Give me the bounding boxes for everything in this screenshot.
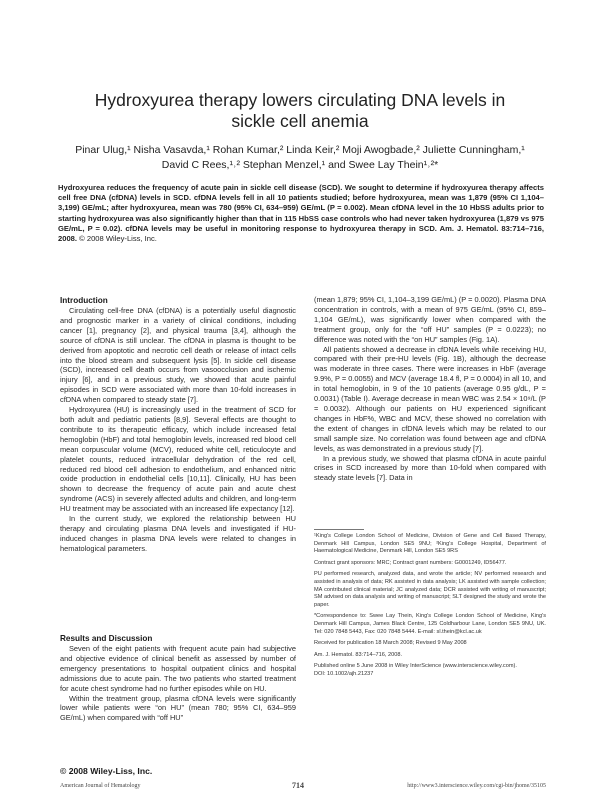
abstract-text: Hydroxyurea reduces the frequency of acute pain in sickle cell disease (SCD). We sought to determine if hydroxyurea therapy affects cell free DNA (cfDNA) levels in SCD. cfDNA levels fell in all 10 patients studied; before hydroxyurea, mean was 1,879 (95% CI 1,104–3,199) GE/mL; after hydroxyurea, mean was 780 (95% CI, 634–959) GE/mL (P = 0.002). Mean cfDNA level in the 10 HbSS adults prior to starting hydroxyurea was also significantly higher than that in 115 HbSS case controls who had never taken hydroxyurea (1,879 vs 975 GE/mL, P = 0.02). cfDNA levels may be useful in monitoring response to hydroxyurea therapy in SCD. [58,183,544,233]
author-list [40,143,560,173]
footnote-received: Received for publication 18 March 2008; Revised 9 May 2008 [314,640,467,647]
results-heading: Results and Discussion [60,634,153,643]
footnote-published: Published online 5 June 2008 in Wiley InterScience (www.interscience.wiley.com). [314,663,517,670]
article-title [60,90,540,132]
footnote-journal: Am. J. Hematol. 83:714–716, 2008. [314,651,403,658]
author-line-2: David C Rees,¹˒² Stephan Menzel,¹ and Swee Lay Thein¹˒²* [161,159,439,171]
right-paragraph-1: (mean 1,879; 95% CI, 1,104–3,199 GE/mL) (P = 0.0020). Plasma DNA concentration in controls, with a mean of 975 GE/mL (95% CI, 859–1,104 GE/mL), was significantly lower when compared with the treatment group, only for the “off HU” samples (P = 0.0223); no difference was noted with the “on HU” samples (Fig. 1A). [314,295,546,344]
results-section [60,633,296,723]
footnote-grants: Contract grant sponsors: MRC; Contract grant numbers: G0001249, ID56477. [314,559,507,566]
abstract [58,183,544,244]
introduction-heading: Introduction [60,296,108,305]
footnote-doi: DOI: 10.1002/ajh.21237 [314,670,374,677]
footnote-divider [314,529,364,530]
abstract-copyright: © 2008 Wiley-Liss, Inc. [79,234,157,244]
article-title-line-2: sickle cell anemia [231,111,369,131]
left-column [60,295,296,554]
author-line-1: Pinar Ulug,¹ Nisha Vasavda,¹ Rohan Kumar,² Linda Keir,² Moji Awogbade,² Juliette Cunningham,¹ [75,144,525,156]
results-paragraph-2: Within the treatment group, plasma cfDNA levels were significantly lower while patients were “on HU” (mean 780; 95% CI, 634–959 GE/mL) when compared with “off HU” [60,693,296,723]
right-paragraph-2: All patients showed a decrease in cfDNA levels while receiving HU, compared with their pre-HU levels (Fig. 1B), although the decrease was moderate in three cases. There were increases in HbF (average 9.9%, P = 0.0055) and MCV (average 18.4 fl, P = 0.0004) in all 10, and in total hemoglobin, in 9 of the 10 patients (average 0.95 g/dL, P = 0.0031) (Table I). Average decrease in mean WBC was 2.54 × 10⁹/L (P = 0.0032). Although our patients on HU experienced significant changes in HbF%, WBC and MCV, these showed no correlation with the extent of changes in cfDNA levels which may be related to our small sample size. No correlation was found between age and cfDNA levels, as was demonstrated in a previous study [7]. [314,344,546,453]
footer-journal-name: American Journal of Hematology [60,783,141,789]
results-paragraph-1: Seven of the eight patients with frequent acute pain had subjective and objective evidence of clinical benefit as assessed by number of emergency presentations to hospital outpatient clinics and hospital admissions due to acute pain. The two patients who started treatment for acute chest syndrome had no further episodes while on HU. [60,644,296,693]
right-column [314,295,546,483]
footer-page-number: 714 [292,781,304,790]
abstract-citation: Am. J. Hematol. 83:714–716, 2008. [58,223,545,244]
intro-paragraph-3: In the current study, we explored the relationship between HU therapy and circulating plasma DNA levels and investigated if HU-induced changes in plasma DNA levels were related to changes in hematological parameters. [60,514,296,553]
footer-url[interactable]: http://www3.interscience.wiley.com/cgi-bin/jhome/35105 [407,783,546,789]
page-copyright: © 2008 Wiley-Liss, Inc. [60,766,153,776]
footnote-correspondence: *Correspondence to: Swee Lay Thein, King's College London School of Medicine, King's Denmark Hill Campus, James Black Centre, 125 Coldharbour Lane, London SE5 9NU, UK. Tel: 020 7848 5443, Fax: 020 7848 5444. E-mail: sl.thein@kcl.ac.uk [314,613,546,635]
right-paragraph-3: In a previous study, we showed that plasma cfDNA in acute painful crises in SCD increased by more than 10-fold when compared with steady state levels [7]. Data in [314,453,546,483]
intro-paragraph-2: Hydroxyurea (HU) is increasingly used in the treatment of SCD for both adult and pediatric patients [8,9]. Several effects are thought to contribute to its therapeutic efficacy, which include increased fetal hemoglobin (HbF) and total hemoglobin levels, increased red blood cell mean corpuscular volume (MCV), reduced white cell, reticulocyte and platelet counts, reduced intracellular dehydration of the red cell, reduced red blood cell adhesion to endothelium, and enhanced nitric oxide production in endothelial cells [10,11]. Clinically, HU has been shown to decrease the frequency of acute pain and acute chest syndrome (ACS) in severely affected adults and children, and long-term HU treatment may be associated with an increased life expectancy [12]. [60,405,296,514]
footnote-contributions: PU performed research, analyzed data, and wrote the article; NV performed research and assisted in analysis of data; RK assisted in data analysis; LK assisted with sample collection; MA contributed clinical material; JC analyzed data; DCR assisted with writing of manuscript; SM advised on data analysis and writing of manuscript; SLT designed the study and wrote the paper. [314,571,546,608]
article-title-line-1: Hydroxyurea therapy lowers circulating DNA levels in [94,90,506,110]
footnotes [314,533,546,683]
intro-paragraph-1: Circulating cell-free DNA (cfDNA) is a potentially useful diagnostic and prognostic marker in a variety of clinical conditions, including cancer [1], pregnancy [2], and physical trauma [3,4], although the source of cfDNA is still unclear. The cfDNA in plasma is thought to be derived from apoptotic and necrotic cell death or release of intact cells into the blood stream and subsequent lysis [5]. In sickle cell disease (SCD), increased cell death occurs from vasoocclusion and ischemic injury [6], and in a previous study, we showed that acute painful episodes in SCD were associated with more than 10-fold increases in cfDNA when compared to steady state [7]. [60,306,296,405]
footnote-affiliations: ¹King's College London School of Medicine, Division of Gene and Cell Based Therapy, Denmark Hill Campus, London SE5 9NU; ²King's College Hospital, Department of Haematological Medicine, Denmark Hill, London SE5 9RS [314,533,546,555]
